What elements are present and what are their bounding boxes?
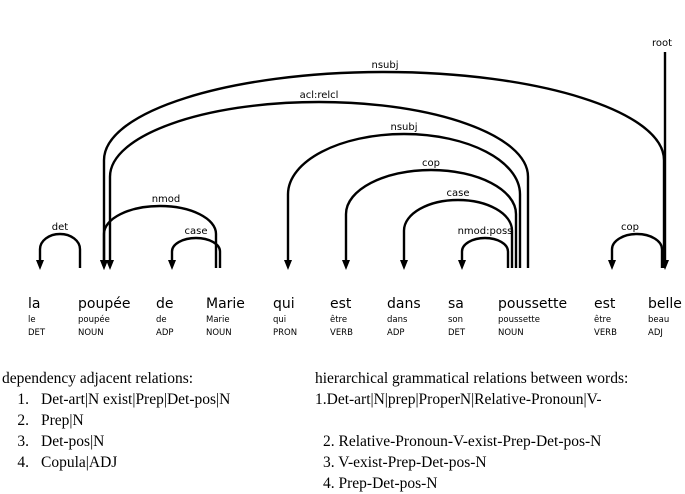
dependency-arc — [40, 234, 80, 268]
list-item — [315, 452, 683, 473]
item-text: Det-pos|N — [41, 433, 105, 450]
list-item — [315, 473, 683, 494]
token-word: poussette — [498, 296, 568, 312]
root-label: root — [651, 38, 673, 49]
item-text: Prep-Det-pos-N — [338, 475, 438, 492]
token-word: Marie — [206, 296, 245, 312]
arrowhead — [284, 260, 292, 270]
item-number: 3. — [17, 433, 29, 450]
list-item — [2, 452, 292, 473]
dependency-arc — [346, 170, 516, 268]
item-number: 4. — [323, 475, 335, 492]
token-pos: NOUN — [78, 328, 104, 338]
token-word: sa — [448, 296, 464, 312]
token-lemma: dans — [387, 315, 408, 325]
relation-label: case — [184, 226, 208, 237]
arrowhead — [608, 260, 616, 270]
left-list-heading: dependency adjacent relations: — [2, 370, 194, 387]
token-lemma: poupée — [78, 315, 110, 325]
relation-label: nmod:poss — [457, 226, 513, 237]
token-word: belle — [648, 296, 682, 312]
dependency-arc — [462, 238, 508, 268]
arrowhead — [400, 260, 408, 270]
arrowhead — [106, 260, 114, 270]
item-number: 1. — [17, 391, 29, 408]
token-word: est — [330, 296, 352, 312]
token-lemma: le — [28, 315, 36, 325]
token-lemma: Marie — [206, 315, 230, 325]
dependency-arc — [172, 238, 220, 268]
token-word: poupée — [78, 296, 131, 312]
item-number: 1. — [315, 391, 327, 408]
arrowhead — [36, 260, 44, 270]
item-number: 3. — [323, 454, 335, 471]
dependency-arc — [612, 234, 662, 268]
token-pos: DET — [28, 328, 46, 338]
arrowhead — [168, 260, 176, 270]
token-pos: ADJ — [648, 328, 663, 338]
token-pos: PRON — [273, 328, 298, 338]
token-word: est — [594, 296, 616, 312]
dependency-adjacent-relations-list — [2, 368, 292, 473]
relation-label: nsubj — [371, 60, 399, 71]
relation-label: cop — [422, 158, 440, 169]
token-lemma: beau — [648, 315, 670, 325]
token-word: la — [28, 296, 41, 312]
list-item — [2, 410, 292, 431]
item-number: 2. — [323, 433, 335, 450]
item-text: Prep|N — [41, 412, 84, 429]
token-lemma: qui — [273, 315, 287, 325]
token-word: dans — [387, 296, 421, 312]
list-item — [315, 431, 683, 452]
item-text: V-exist-Prep-Det-pos-N — [338, 454, 487, 471]
relation-label: acl:relcl — [299, 90, 339, 101]
list-item — [315, 389, 683, 410]
item-number: 2. — [17, 412, 29, 429]
item-text: Det-art|N|prep|ProperN|Relative-Pronoun|V- — [326, 391, 602, 408]
relation-label: nmod — [151, 194, 181, 205]
item-number: 4. — [17, 454, 29, 471]
token-word: de — [156, 296, 174, 312]
hierarchical-relations-list — [315, 368, 683, 494]
token-pos: VERB — [330, 328, 353, 338]
token-word: qui — [273, 296, 295, 312]
relation-label: cop — [621, 222, 639, 233]
token-lemma: son — [448, 315, 464, 325]
token-pos: NOUN — [206, 328, 232, 338]
token-lemma: être — [594, 315, 612, 325]
token-lemma: être — [330, 315, 348, 325]
relation-label: nsubj — [390, 122, 418, 133]
token-pos: VERB — [594, 328, 617, 338]
token-pos: ADP — [156, 328, 174, 338]
token-lemma: poussette — [498, 315, 540, 325]
right-list-heading: hierarchical grammatical relations between words: — [315, 370, 629, 387]
relation-label: case — [446, 188, 470, 199]
token-lemma: de — [156, 315, 167, 325]
token-pos: ADP — [387, 328, 405, 338]
arrowhead — [458, 260, 466, 270]
token-pos: DET — [448, 328, 466, 338]
arrowhead — [342, 260, 350, 270]
token-pos: NOUN — [498, 328, 524, 338]
item-text: Det-art|N exist|Prep|Det-pos|N — [41, 391, 231, 408]
relation-label: det — [51, 222, 69, 233]
list-item — [2, 431, 292, 452]
list-item — [2, 389, 292, 410]
item-text: Copula|ADJ — [41, 454, 118, 471]
item-text: Relative-Pronoun-V-exist-Prep-Det-pos-N — [338, 433, 602, 450]
